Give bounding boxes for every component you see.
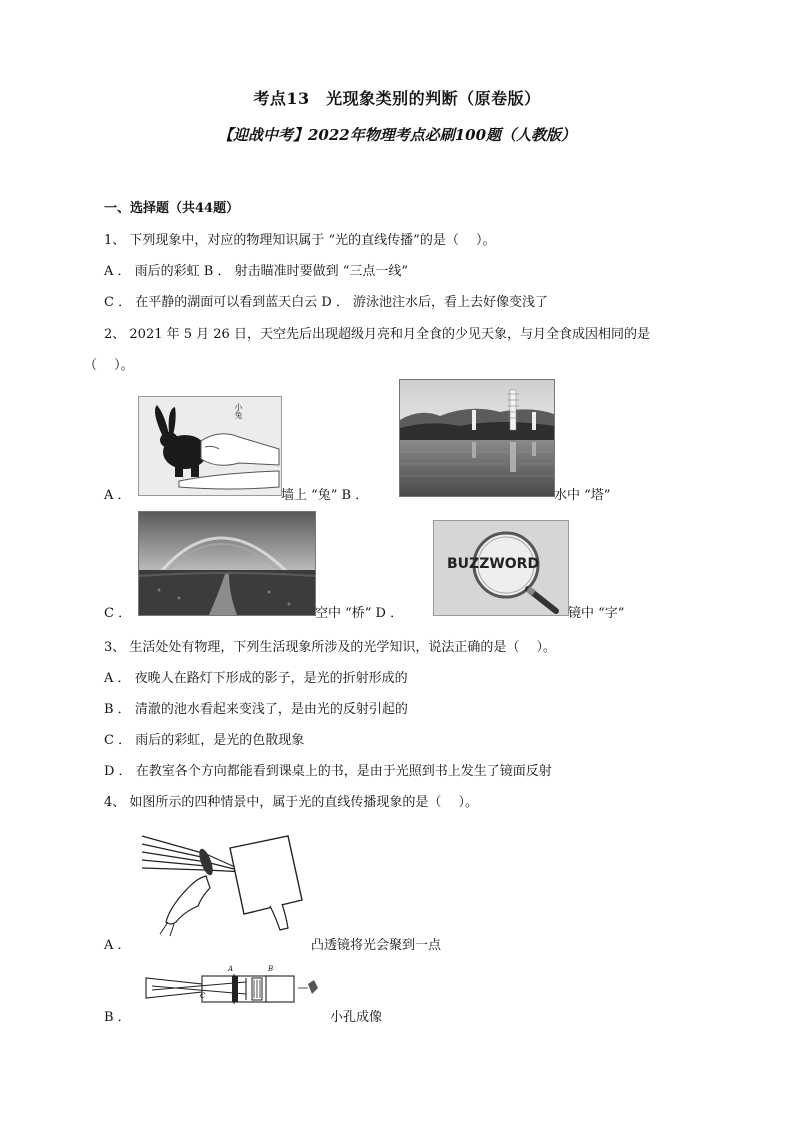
q2-option-a-letter: A ． [104, 488, 131, 503]
q2-option-c-caption: 空中 “桥” D ． [315, 606, 404, 621]
q2-option-a-caption: 墙上 “兔” B ． [281, 488, 369, 503]
q3-stem: 3、 生活处处有物理，下列生活现象所涉及的光学知识，说法正确的是（ ）。 [104, 640, 557, 655]
magnifier-word-text: BUZZWORD [447, 556, 540, 572]
q1-options-ab: A ． 雨后的彩虹 B ． 射击瞄准时要做到 “三点一线” [104, 264, 409, 279]
q1-stem: 1、 下列现象中，对应的物理知识属于 “光的直线传播”的是（ ）。 [104, 233, 496, 248]
q2-stem-line1: 2、 2021 年 5 月 26 日，天空先后出现超级月亮和月全食的少见天象，与月全食成因相同的是 [104, 327, 650, 342]
q1-options-cd: C ． 在平静的湖面可以看到蓝天白云 D ． 游泳池注水后，看上去好像变浅了 [104, 295, 549, 310]
q3-option-d: D ． 在教室各个方向都能看到课桌上的书，是由于光照到书上发生了镜面反射 [104, 764, 552, 779]
rabbit-shadow-image [138, 396, 282, 496]
q4-option-a-caption: 凸透镜将光会聚到一点 [311, 938, 442, 953]
q2-option-b-caption: 水中 “塔” [554, 488, 611, 503]
q3-option-c: C ． 雨后的彩虹，是光的色散现象 [104, 733, 305, 748]
q3-option-a: A ． 夜晚人在路灯下形成的影子，是光的折射形成的 [104, 671, 408, 686]
pagoda-reflection-image [399, 379, 555, 497]
magnifier-word-image [433, 520, 569, 616]
q2-option-d-caption: 镜中 “字” [568, 606, 625, 621]
page-subtitle: 【迎战中考】2022年物理考点必刷100题（人教版） [217, 126, 577, 144]
pinhole-camera-image [142, 964, 328, 1012]
q4-stem: 4、 如图所示的四种情景中，属于光的直线传播现象的是（ ）。 [104, 795, 479, 810]
q3-option-b: B ． 清澈的池水看起来变浅了，是由光的反射引起的 [104, 702, 408, 717]
q4-option-a-letter: A ． [104, 938, 131, 953]
section-heading: 一、选择题（共44题） [104, 201, 240, 216]
q4-option-b-caption: 小孔成像 [330, 1010, 383, 1025]
q4-option-b-letter: B ． [104, 1010, 131, 1025]
q2-stem-line2: （ ）。 [84, 358, 134, 373]
pinhole-label-a: A [228, 965, 234, 973]
convex-lens-image [140, 826, 310, 938]
page-title: 考点13 光现象类别的判断（原卷版） [253, 89, 541, 108]
pinhole-label-b: B [268, 965, 274, 973]
pinhole-label-c: C [200, 992, 206, 1000]
rabbit-image-caption: 小兔 [234, 403, 243, 419]
rainbow-image [138, 511, 316, 616]
q2-option-c-letter: C ． [104, 606, 132, 621]
